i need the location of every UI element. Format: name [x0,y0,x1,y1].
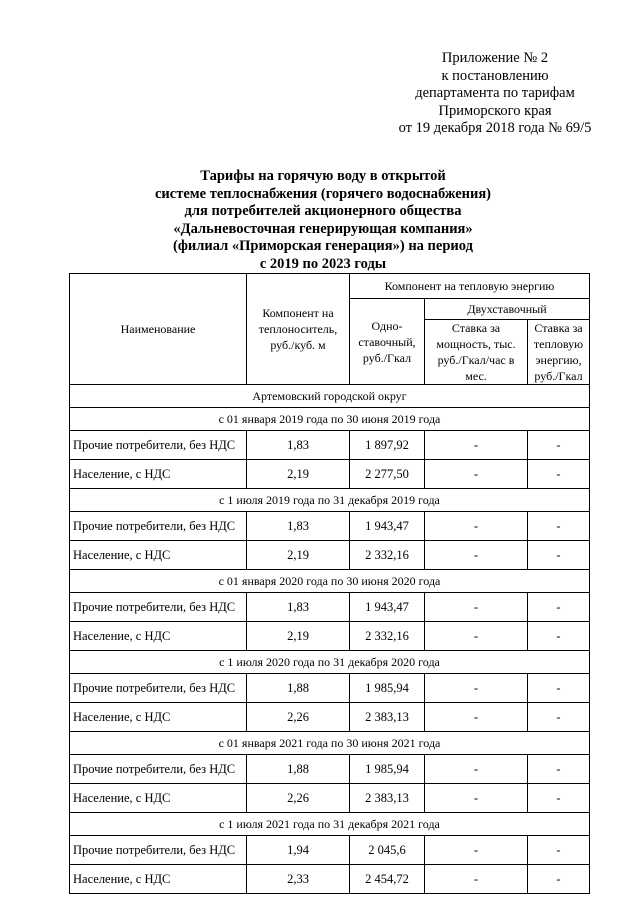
cell-energy: - [528,836,590,865]
header-energy: Компонент на тепловую энергию [350,274,590,299]
table-row [70,703,590,732]
cell-carrier: 1,83 [247,431,350,460]
period-header: с 1 июля 2020 года по 31 декабря 2020 года [70,651,590,674]
cell-name: Прочие потребители, без НДС [70,755,247,784]
cell-energy: - [528,755,590,784]
cell-name: Прочие потребители, без НДС [70,674,247,703]
cell-capacity: - [425,755,528,784]
table-row [70,836,590,865]
district-row: Артемовский городской округ [70,385,590,408]
cell-single: 1 943,47 [350,512,425,541]
cell-capacity: - [425,622,528,651]
cell-carrier: 1,83 [247,512,350,541]
table-row [70,865,590,894]
title-line: «Дальневосточная генерирующая компания» [173,220,473,237]
cell-single: 1 943,47 [350,593,425,622]
cell-carrier: 1,83 [247,593,350,622]
cell-carrier: 2,19 [247,460,350,489]
cell-name: Население, с НДС [70,784,247,813]
cell-capacity: - [425,865,528,894]
cell-single: 1 985,94 [350,755,425,784]
period-header: с 1 июля 2021 года по 31 декабря 2021 года [70,813,590,836]
table-row [70,784,590,813]
title-line: системе теплоснабжения (горячего водоснабжения) [154,185,492,202]
cell-single: 1 985,94 [350,674,425,703]
table-row [70,674,590,703]
table-row [70,755,590,784]
appendix-line: Приложение № 2 [441,50,549,66]
cell-energy: - [528,674,590,703]
period-header: с 01 января 2019 года по 30 июня 2019 года [70,408,590,431]
table-row [70,460,590,489]
period-header: с 01 января 2020 года по 30 июня 2020 года [70,570,590,593]
cell-carrier: 2,33 [247,865,350,894]
cell-single: 1 897,92 [350,431,425,460]
table-header [70,274,590,385]
document-title [100,168,546,274]
cell-energy: - [528,784,590,813]
cell-capacity: - [425,460,528,489]
appendix-line: к постановлению [441,67,549,84]
appendix-line: от 19 декабря 2018 года № 69/5 [398,120,592,137]
cell-single: 2 454,72 [350,865,425,894]
cell-carrier: 1,94 [247,836,350,865]
table-row [70,431,590,460]
cell-single: 2 277,50 [350,460,425,489]
table-row [70,622,590,651]
cell-carrier: 1,88 [247,674,350,703]
cell-name: Прочие потребители, без НДС [70,593,247,622]
cell-name: Прочие потребители, без НДС [70,431,247,460]
appendix-line: Приморского края [438,102,552,119]
cell-energy: - [528,460,590,489]
header-name: Наименование [70,274,247,385]
cell-name: Прочие потребители, без НДС [70,512,247,541]
appendix-block [360,50,630,138]
cell-name: Население, с НДС [70,703,247,732]
table-row [70,593,590,622]
table-row [70,512,590,541]
cell-capacity: - [425,703,528,732]
cell-single: 2 332,16 [350,622,425,651]
cell-single: 2 383,13 [350,703,425,732]
header-energy-rate: Ставка за тепловую энергию, руб./Гкал [528,320,590,385]
cell-carrier: 2,26 [247,784,350,813]
cell-energy: - [528,541,590,570]
cell-single: 2 045,6 [350,836,425,865]
table-row [70,541,590,570]
cell-carrier: 2,19 [247,622,350,651]
header-single: Одно-ставочный, руб./Гкал [350,299,425,385]
cell-capacity: - [425,541,528,570]
tariff-table [69,273,590,894]
title-line: с 2019 по 2023 годы [259,255,387,272]
cell-energy: - [528,593,590,622]
cell-energy: - [528,512,590,541]
cell-name: Население, с НДС [70,622,247,651]
period-header: с 1 июля 2019 года по 31 декабря 2019 года [70,489,590,512]
cell-capacity: - [425,512,528,541]
cell-capacity: - [425,593,528,622]
appendix-line: департамента по тарифам [415,85,575,102]
cell-name: Прочие потребители, без НДС [70,836,247,865]
cell-capacity: - [425,784,528,813]
cell-capacity: - [425,836,528,865]
cell-energy: - [528,703,590,732]
period-header: с 01 января 2021 года по 30 июня 2021 года [70,732,590,755]
header-carrier: Компонент на теплоноситель, руб./куб. м [247,274,350,385]
header-capacity: Ставка за мощность, тыс. руб./Гкал/час в мес. [425,320,528,385]
cell-carrier: 2,26 [247,703,350,732]
cell-carrier: 1,88 [247,755,350,784]
title-line: (филиал «Приморская генерация») на период [173,238,473,255]
cell-name: Население, с НДС [70,541,247,570]
cell-energy: - [528,431,590,460]
cell-energy: - [528,622,590,651]
cell-single: 2 383,13 [350,784,425,813]
cell-capacity: - [425,674,528,703]
cell-name: Население, с НДС [70,865,247,894]
table-body [70,385,590,894]
cell-single: 2 332,16 [350,541,425,570]
cell-name: Население, с НДС [70,460,247,489]
cell-carrier: 2,19 [247,541,350,570]
cell-capacity: - [425,431,528,460]
header-two-part: Двухставочный [425,299,590,320]
title-line: для потребителей акционерного общества [184,203,462,220]
title-line: Тарифы на горячую воду в открытой [200,168,446,184]
cell-energy: - [528,865,590,894]
